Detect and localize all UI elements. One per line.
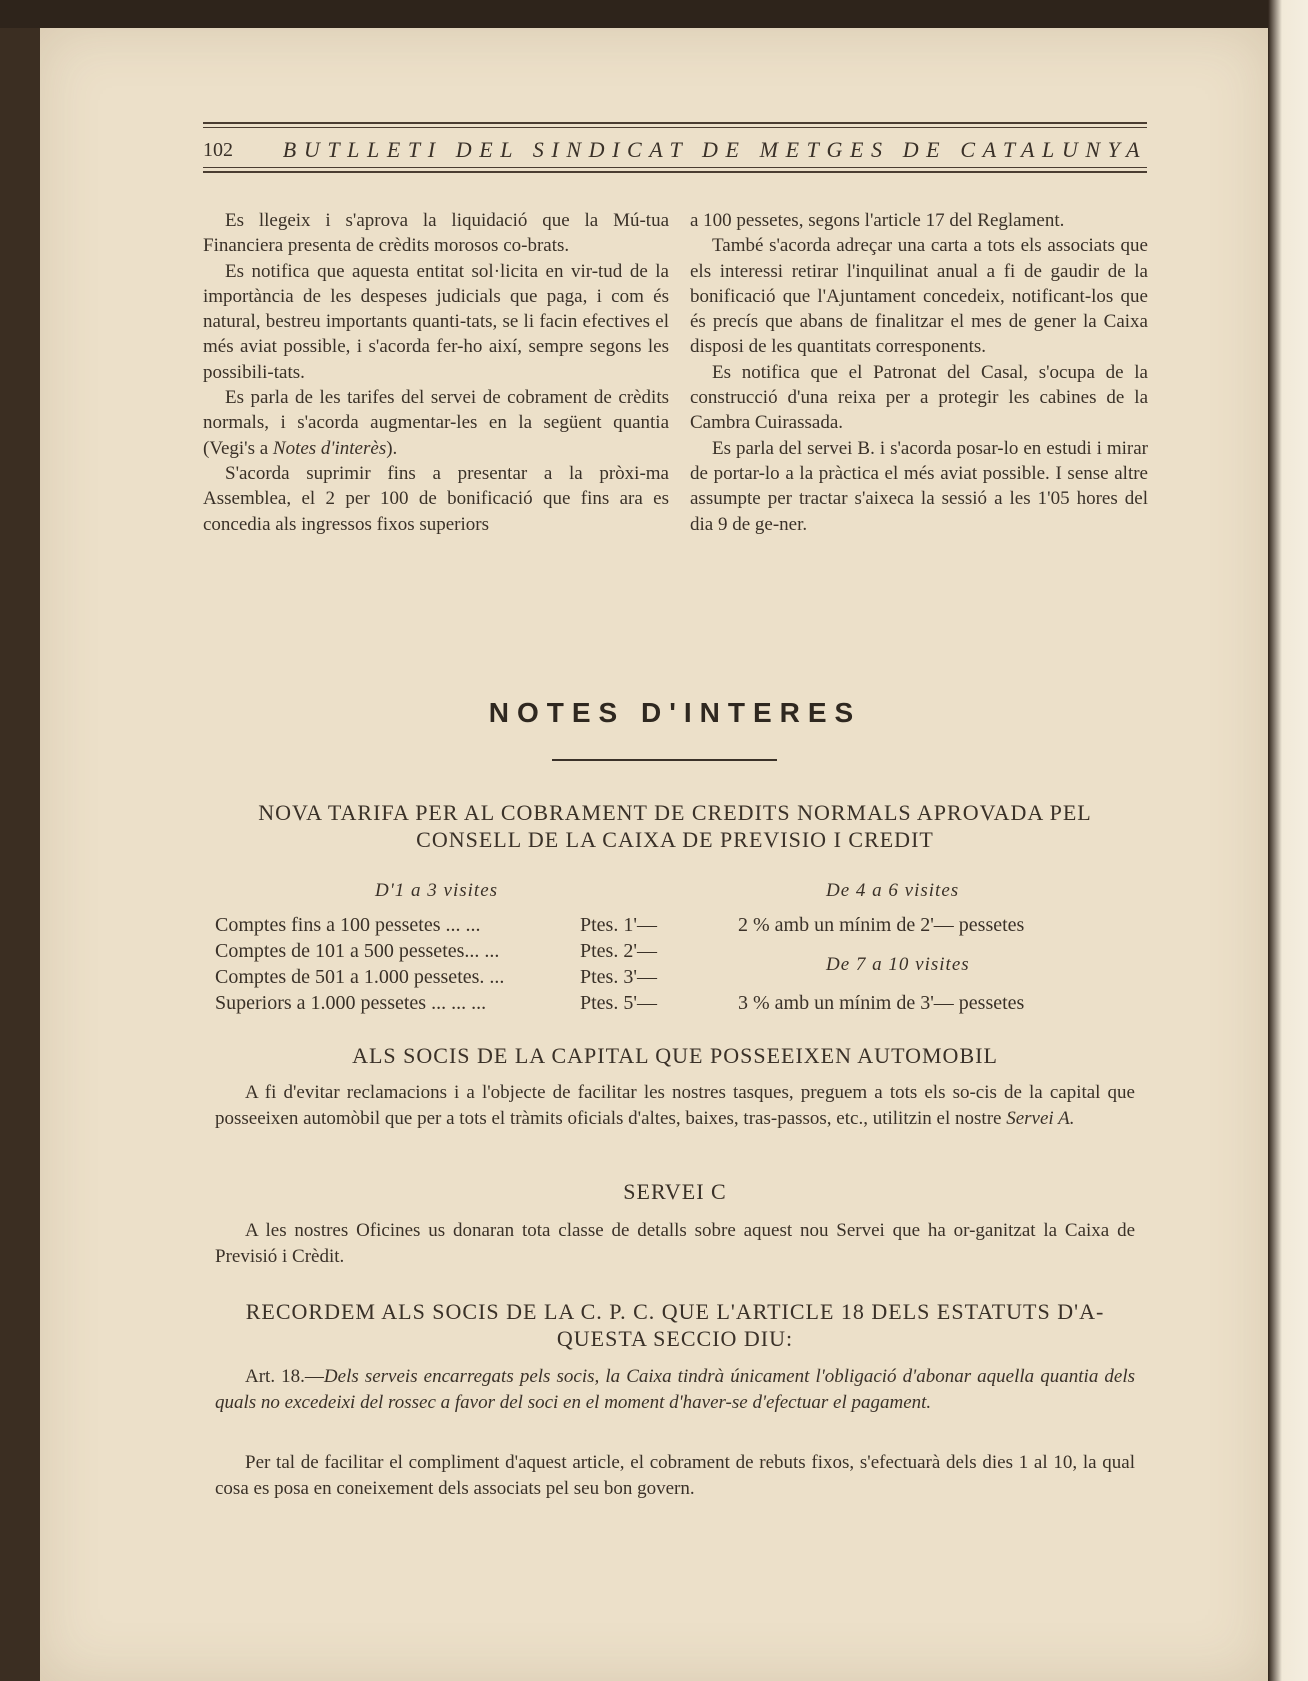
article-18-paragraph bbox=[215, 1364, 1135, 1415]
header-rule-top-thin bbox=[203, 127, 1147, 128]
tariff-subheading-7-10-visits: De 7 a 10 visites bbox=[826, 954, 970, 975]
tariff-subheading-1-3-visits: D'1 a 3 visites bbox=[375, 880, 499, 901]
automobile-heading: ALS SOCIS DE LA CAPITAL QUE POSSEEIXEN AUTOMOBIL bbox=[352, 1043, 998, 1068]
paragraph: Es parla del servei B. i s'acorda posar-lo en estudi i mirar de portar-lo a la pràctica el més aviat possible. I sense altre assumpte per tractar s'aixeca la sessió a les 1'05 hores del dia 9 de ge-ner. bbox=[690, 437, 1148, 535]
paragraph-text: ). bbox=[386, 437, 398, 459]
servei-c-heading: SERVEI C bbox=[623, 1179, 727, 1204]
tariff-row-value: Ptes. 1'— bbox=[580, 914, 657, 936]
tariff-row-value: Ptes. 3'— bbox=[580, 966, 657, 988]
right-column bbox=[690, 208, 1148, 537]
notes-title-rule bbox=[552, 759, 777, 761]
service-name: Servei A. bbox=[1006, 1107, 1075, 1129]
paragraph: També s'acorda adreçar una carta a tots els associats que els interessi retirar l'inquilinat anual a fi de gaudir de la bonificació que l'Ajuntament concedeix, notificant-los que és precís que abans de finalitzar el mes de gener la Caixa disposi de les quantitats corresponents. bbox=[690, 235, 1148, 358]
notes-reference: Notes d'interès bbox=[272, 437, 387, 459]
tariff-row-label: Comptes de 101 a 500 pessetes... ... bbox=[215, 940, 500, 962]
header-rule-bottom-thin bbox=[203, 167, 1147, 168]
tariff-row bbox=[215, 966, 657, 989]
tariff-row-label: Comptes fins a 100 pessetes ... ... bbox=[215, 914, 481, 936]
tariff-row bbox=[215, 940, 657, 963]
paragraph-text: A les nostres Oficines us donaran tota classe de detalls sobre aquest nou Servei que ha or-ganitzat la Caixa de Previsió i Crèdit. bbox=[215, 1220, 1135, 1267]
paragraph-text: Es parla de les tarifes del servei de cobrament de crèdits normals, i s'acorda augmentar-les en la següent quantia (Vegi's a bbox=[203, 387, 669, 459]
header-rule-bottom bbox=[203, 171, 1147, 173]
paragraph: S'acorda suprimir fins a presentar a la pròxi-ma Assemblea, el 2 per 100 de bonificació que fins ara es concedia als ingressos fixos superiors bbox=[203, 462, 669, 535]
header-rule-top bbox=[203, 122, 1147, 124]
paragraph: Es notifica que el Patronat del Casal, s'ocupa de la construcció d'una reixa per a protegir les cabines de la Cambra Cuirassada. bbox=[690, 361, 1148, 434]
article-text: Dels serveis encarregats pels socis, la Caixa tindrà únicament l'obligació d'abonar aquella quantia dels quals no excedeixi del rossec a favor del soci en el moment d'haver-se d'efectuar el pagament. bbox=[215, 1366, 1136, 1413]
paragraph-text: A fi d'evitar reclamacions i a l'objecte de facilitar les nostres tasques, preguem a tots els so-cis de la capital que posseeixen automòbil que per a tots el tràmits oficials d'altes, baixes, tras-passos, etc., utilitzin el nostre bbox=[215, 1082, 1135, 1129]
notes-title: NOTES D'INTERES bbox=[488, 697, 862, 728]
book-spine bbox=[1268, 0, 1308, 1681]
left-column bbox=[203, 208, 669, 537]
tariff-row-value: Ptes. 5'— bbox=[580, 992, 657, 1014]
scan-border-top bbox=[0, 0, 1268, 28]
page-number: 102 bbox=[203, 138, 233, 161]
tariff-percent-line-2: 3 % amb un mínim de 3'— pessetes bbox=[738, 992, 1025, 1014]
article-number: Art. 18.— bbox=[245, 1366, 324, 1387]
tariff-percent-line-1: 2 % amb un mínim de 2'— pessetes bbox=[738, 914, 1025, 936]
automobile-paragraph bbox=[215, 1080, 1135, 1131]
recordem-heading-line-1: RECORDEM ALS SOCIS DE LA C. P. C. QUE L'ARTICLE 18 DELS ESTATUTS D'A- bbox=[245, 1299, 1105, 1324]
paragraph: Es llegeix i s'aprova la liquidació que la Mú-tua Financiera presenta de crèdits morosos co-brats. bbox=[203, 210, 669, 257]
paragraph: a 100 pessetes, segons l'article 17 del Reglament. bbox=[690, 210, 1065, 231]
tariff-heading-line-2: CONSELL DE LA CAIXA DE PREVISIO I CREDIT bbox=[416, 827, 934, 852]
tariff-heading-line-1: NOVA TARIFA PER AL COBRAMENT DE CREDITS NORMALS APROVADA PEL bbox=[258, 800, 1092, 825]
recordem-heading-line-2: QUESTA SECCIO DIU: bbox=[556, 1326, 794, 1351]
tariff-subheading-4-6-visits: De 4 a 6 visites bbox=[826, 880, 960, 901]
running-header bbox=[203, 133, 1147, 167]
tariff-row-value: Ptes. 2'— bbox=[580, 940, 657, 962]
paragraph bbox=[203, 385, 669, 461]
tariff-row bbox=[215, 992, 657, 1015]
tariff-row-label: Comptes de 501 a 1.000 pessetes. ... bbox=[215, 966, 505, 988]
paragraph-text: Per tal de facilitar el compliment d'aquest article, el cobrament de rebuts fixos, s'efectuarà dels dies 1 al 10, la qual cosa es posa en coneixement dels associats pel seu bon govern. bbox=[215, 1452, 1135, 1499]
paragraph: Es notifica que aquesta entitat sol·licita en vir-tud de la importància de les despeses judicials que paga, i com és natural, bestreu importants quanti-tats, se li facin efectives el més aviat possible, i s'acorda fer-ho així, sempre segons les possibili-tats. bbox=[203, 260, 669, 383]
tariff-row bbox=[215, 914, 657, 937]
running-title: BUTLLETI DEL SINDICAT DE METGES DE CATALUNYA bbox=[282, 137, 1147, 162]
tariff-row-label: Superiors a 1.000 pessetes ... ... ... bbox=[215, 992, 487, 1014]
servei-c-paragraph bbox=[215, 1218, 1135, 1269]
final-paragraph bbox=[215, 1450, 1135, 1501]
